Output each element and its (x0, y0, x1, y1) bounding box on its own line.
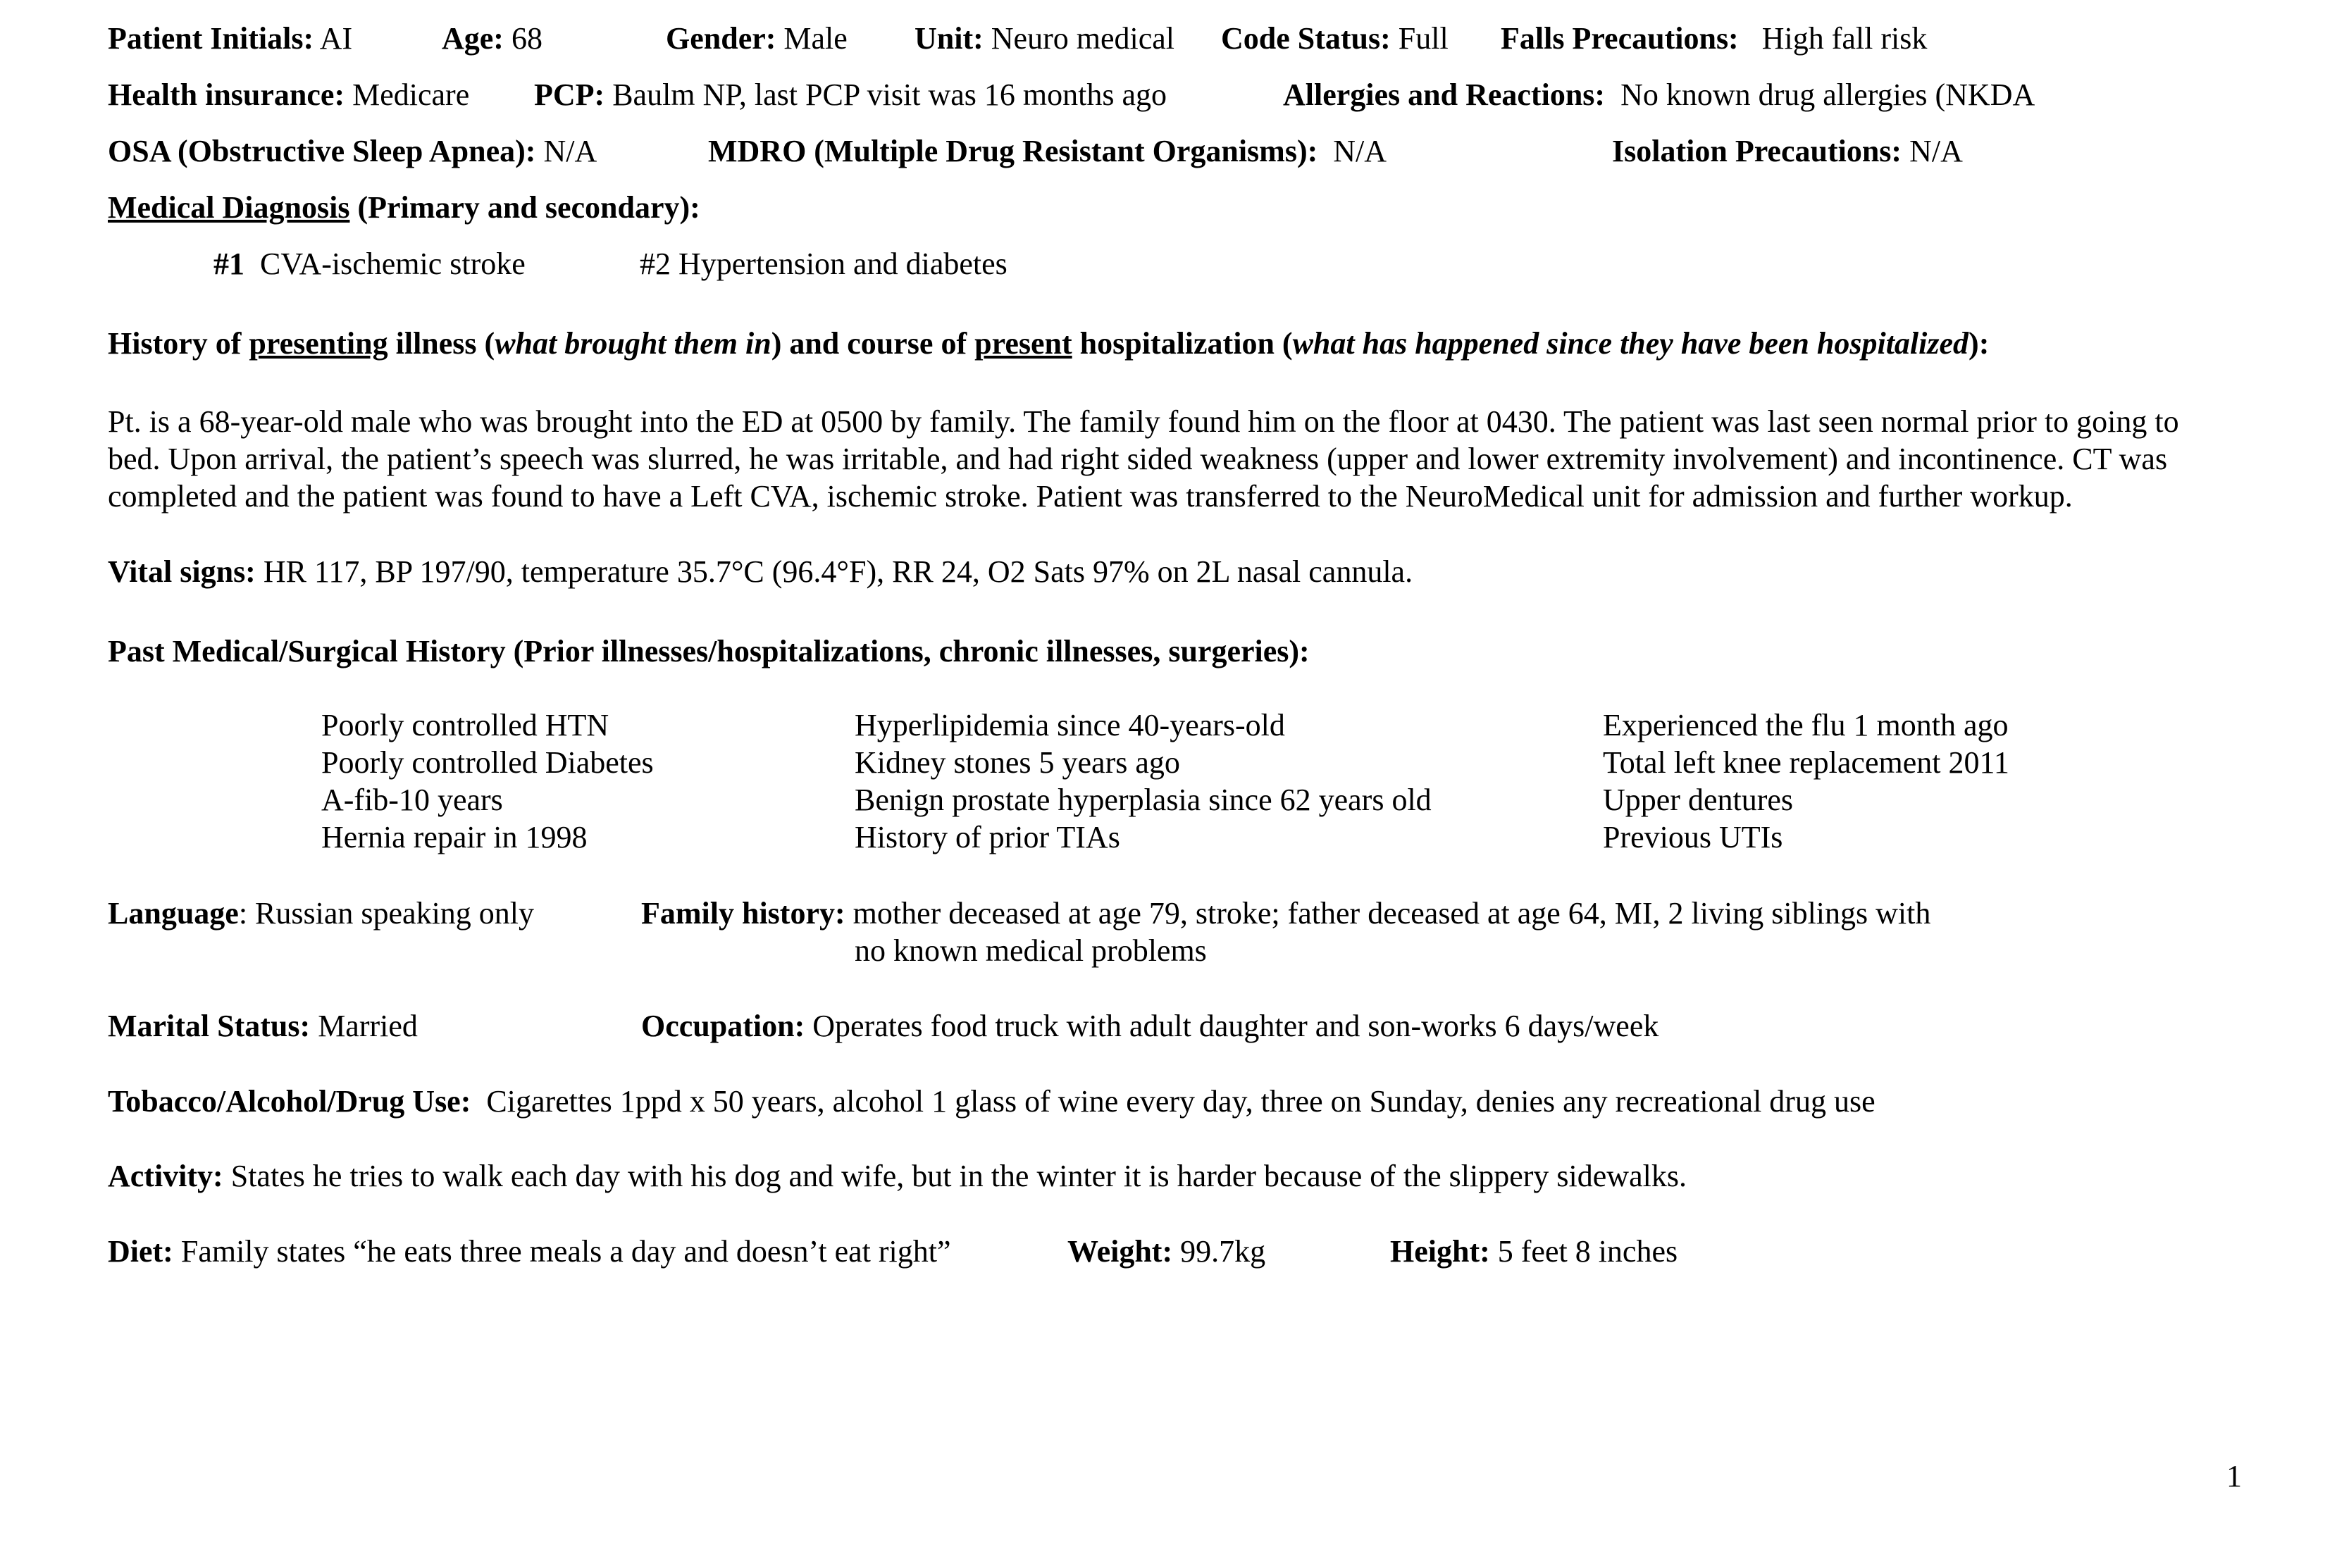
list-item: Total left knee replacement 2011 (1603, 745, 2009, 780)
isolation-precautions: Isolation Precautions: N/A (1612, 134, 1963, 168)
history-column-3 (1603, 707, 2009, 856)
list-item: Hyperlipidemia since 40-years-old (855, 708, 1285, 742)
age: Age: 68 (442, 21, 542, 56)
list-item: Benign prostate hyperplasia since 62 years old (855, 783, 1432, 817)
primary-diagnosis: #1 CVA-ischemic stroke (213, 247, 526, 281)
list-item: Experienced the flu 1 month ago (1603, 708, 2009, 742)
patient-initials: Patient Initials: AI (108, 21, 353, 56)
code-status: Code Status: Full (1221, 21, 1449, 56)
tobacco-alcohol-drug-use: Tobacco/Alcohol/Drug Use: Cigarettes 1ppd x 50 years, alcohol 1 glass of wine every day, three on Sunday, denies any recreational drug use (108, 1084, 1876, 1119)
gender: Gender: Male (666, 21, 848, 56)
weight: Weight: 99.7kg (1067, 1234, 1266, 1269)
occupation: Occupation: Operates food truck with adult daughter and son-works 6 days/week (641, 1009, 1659, 1043)
allergies: Allergies and Reactions: No known drug allergies (NKDA (1283, 77, 2035, 112)
list-item: History of prior TIAs (855, 820, 1120, 854)
past-history-heading: Past Medical/Surgical History (Prior illnesses/hospitalizations, chronic illnesses, surgeries): (108, 634, 1310, 668)
history-column-1 (321, 707, 654, 856)
marital-status: Marital Status: Married (108, 1009, 418, 1043)
hpi-heading: History of presenting illness (what brought them in) and course of present hospitalization (what has happened since they have been hospitalized): (108, 326, 1990, 361)
unit: Unit: Neuro medical (914, 21, 1174, 56)
activity: Activity: States he tries to walk each day with his dog and wife, but in the winter it is harder because of the slippery sidewalks. (108, 1159, 1687, 1193)
list-item: Hernia repair in 1998 (321, 820, 588, 854)
history-column-2 (855, 707, 1432, 856)
vital-signs: Vital signs: HR 117, BP 197/90, temperature 35.7°C (96.4°F), RR 24, O2 Sats 97% on 2L nasal cannula. (108, 554, 1413, 589)
diet: Diet: Family states “he eats three meals a day and doesn’t eat right” (108, 1234, 951, 1269)
list-item: Poorly controlled Diabetes (321, 745, 654, 780)
hpi-narrative: Pt. is a 68-year-old male who was brought into the ED at 0500 by family. The family found him on the floor at 0430. The patient was last seen normal prior to going to bed. Upon arrival, the patient’s speech was slurred, he was irritable, and had right sided weakness (upper and lower extremity involvement) and incontinence. CT was completed and the patient was found to have a Left CVA, ischemic stroke. Patient was transferred to the NeuroMedical unit for admission and further workup. (108, 404, 2179, 514)
height: Height: 5 feet 8 inches (1390, 1234, 1678, 1269)
medical-diagnosis-heading: Medical Diagnosis (Primary and secondary): (108, 190, 700, 225)
list-item: Upper dentures (1603, 783, 1794, 817)
list-item: A-fib-10 years (321, 783, 503, 817)
list-item: Kidney stones 5 years ago (855, 745, 1180, 780)
page-number: 1 (2226, 1459, 2242, 1493)
family-history-continued: no known medical problems (855, 933, 1207, 968)
osa: OSA (Obstructive Sleep Apnea): N/A (108, 134, 597, 168)
falls-precautions: Falls Precautions: High fall risk (1501, 21, 1928, 56)
language: Language: Russian speaking only (108, 896, 535, 931)
health-insurance: Health insurance: Medicare (108, 77, 470, 112)
mdro: MDRO (Multiple Drug Resistant Organisms): N/A (708, 134, 1387, 168)
list-item: Previous UTIs (1603, 820, 1783, 854)
list-item: Poorly controlled HTN (321, 708, 609, 742)
family-history: Family history: mother deceased at age 79, stroke; father deceased at age 64, MI, 2 living siblings with (641, 896, 1931, 931)
pcp: PCP: Baulm NP, last PCP visit was 16 months ago (534, 77, 1167, 112)
secondary-diagnosis: #2 Hypertension and diabetes (640, 247, 1008, 281)
